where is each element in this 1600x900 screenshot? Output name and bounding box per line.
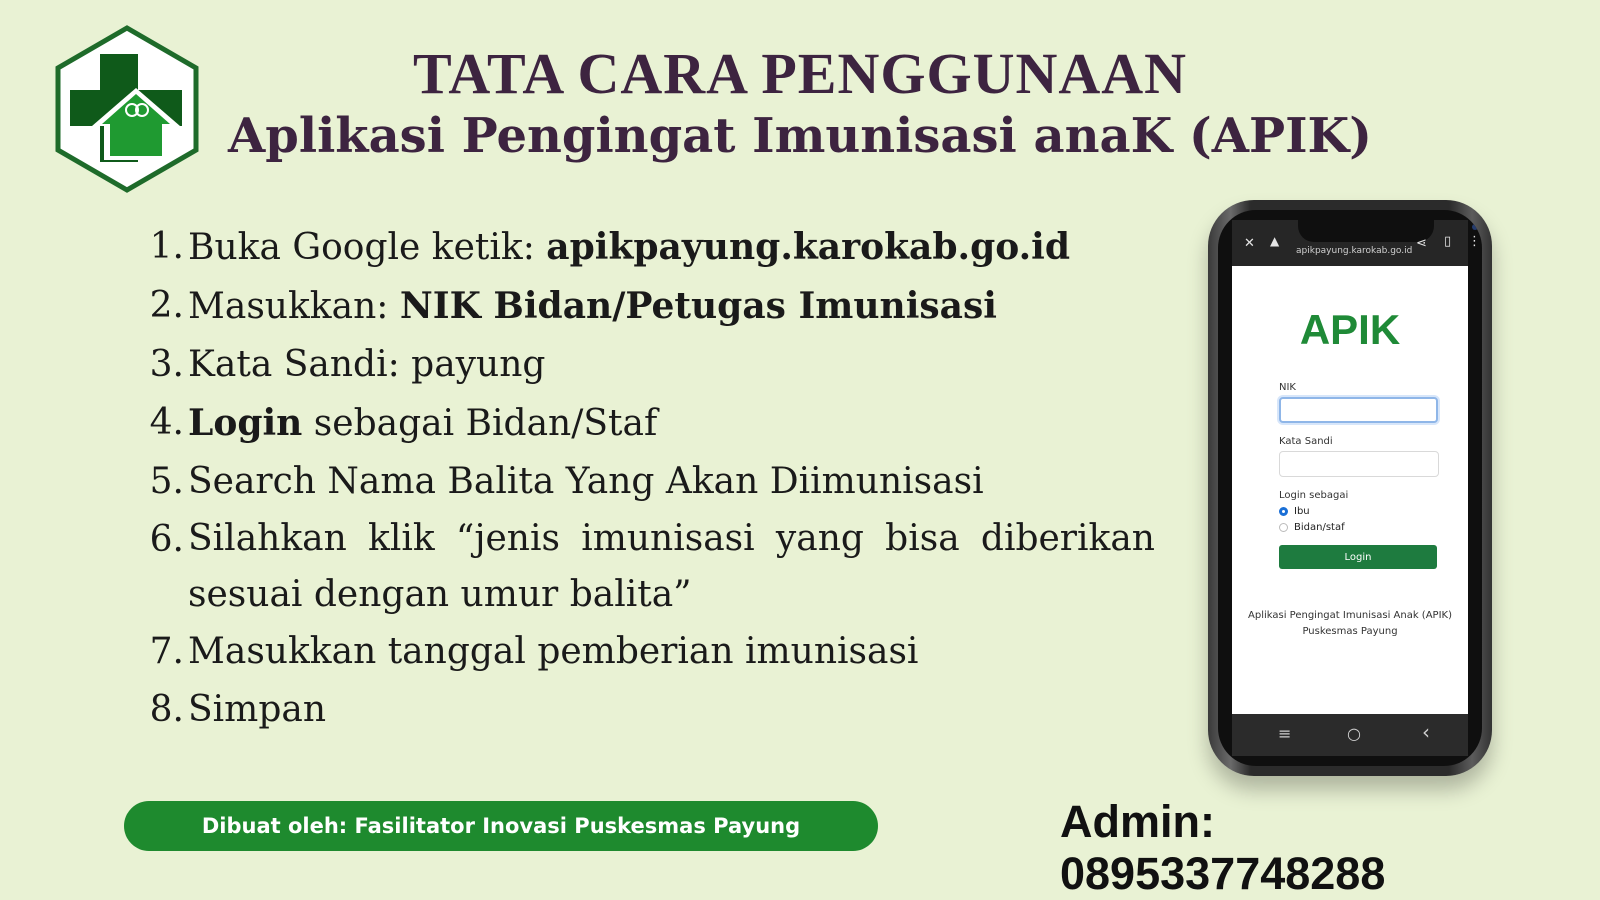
step-text: Masukkan: [188,286,400,327]
camera-icon [1472,224,1478,230]
warning-icon: ▲ [1270,234,1280,248]
step-number: 5. [149,461,184,502]
step-1 [140,218,1155,277]
password-input[interactable] [1279,451,1439,477]
step-text: Silahkan klik “jenis imunisasi yang bisa diberikan sesuai dengan umur balita” [188,518,1155,615]
steps-list [140,218,1155,739]
puskesmas-logo [52,24,202,194]
step-number: 7. [149,631,184,672]
radio-bidan-staf[interactable] [1279,522,1345,533]
app-footer-line2: Puskesmas Payung [1302,626,1398,637]
login-button[interactable]: Login [1279,545,1437,569]
url-bar[interactable]: apikpayung.karokab.go.id [1296,246,1413,256]
step-text: Simpan [188,689,327,730]
recent-apps-icon[interactable]: ≡ [1278,724,1292,743]
admin-contact: Admin: 0895337748288 [1060,796,1386,899]
page-subtitle: Aplikasi Pengingat Imunisasi anaK (APIK) [228,108,1372,164]
android-navbar [1232,714,1468,756]
step-text: Masukkan tanggal pemberian imunisasi [188,631,919,672]
step-5 [140,453,1155,511]
step-number: 8. [149,689,184,730]
app-title: APIK [1299,306,1401,353]
back-icon[interactable]: ‹ [1422,720,1430,744]
app-footer-line1: Aplikasi Pengingat Imunisasi Anak (APIK) [1248,610,1452,621]
menu-icon[interactable]: ⋮ [1468,234,1481,249]
step-8 [140,681,1155,739]
step-2 [140,277,1155,336]
step-6 [140,511,1155,623]
step-text: sebagai Bidan/Staf [302,403,658,444]
radio-selected-icon[interactable] [1279,507,1288,516]
radio-ibu[interactable] [1279,506,1310,517]
phone-notch [1298,218,1434,242]
step-3 [140,336,1155,394]
step-4 [140,394,1155,453]
page-title: TATA CARA PENGGUNAAN [412,41,1188,106]
step-text: Search Nama Balita Yang Akan Diimunisasi [188,461,984,502]
health-cross-house-logo-icon [52,24,202,194]
step-bold-text: NIK Bidan/Petugas Imunisasi [399,285,997,327]
step-number: 1. [149,226,184,267]
home-icon[interactable]: ○ [1347,724,1361,743]
step-bold-text: Login [188,402,303,444]
login-as-label: Login sebagai [1279,490,1349,501]
step-number: 4. [149,402,184,443]
radio-label: Bidan/staf [1294,522,1345,533]
radio-label: Ibu [1294,506,1310,517]
nik-input[interactable] [1279,397,1438,423]
radio-unselected-icon[interactable] [1279,523,1288,532]
step-number: 2. [149,285,184,326]
nik-label: NIK [1279,382,1296,393]
step-number: 6. [149,519,184,560]
browser-bar [1232,220,1481,266]
step-7 [140,623,1155,681]
step-text: Kata Sandi: payung [188,344,546,385]
step-text: Buka Google ketik: [188,227,547,268]
step-url: apikpayung.karokab.go.id [546,226,1071,268]
close-icon[interactable]: ✕ [1244,236,1255,251]
bookmark-icon[interactable]: ▯ [1444,234,1452,249]
step-number: 3. [149,344,184,385]
share-icon[interactable]: ⋖ [1416,236,1427,251]
phone-mockup [1208,200,1492,776]
password-label: Kata Sandi [1279,436,1333,447]
app-screen [1232,266,1468,714]
credit-badge: Dibuat oleh: Fasilitator Inovasi Puskesmas Payung [124,801,878,851]
phone-screen-frame [1218,210,1482,766]
